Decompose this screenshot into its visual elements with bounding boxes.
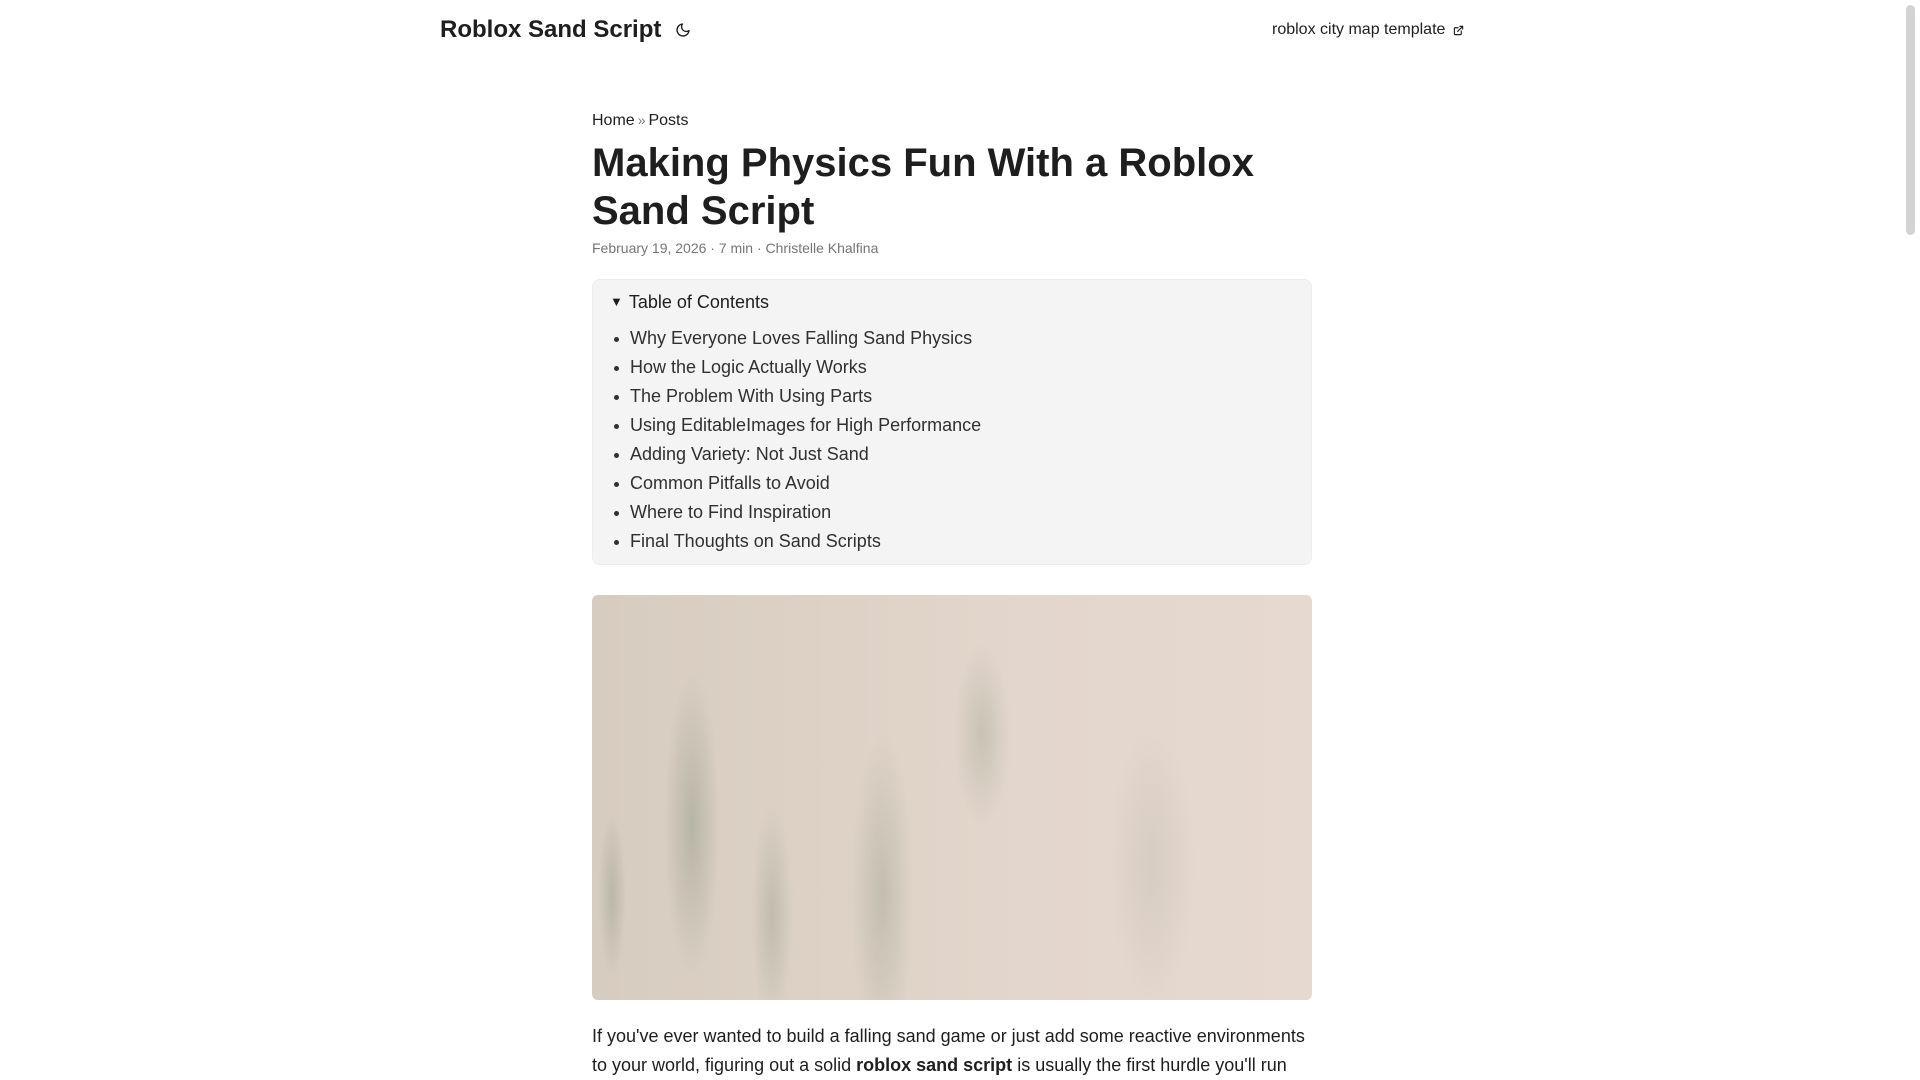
site-header [0,0,1920,60]
toc-link[interactable]: Using EditableImages for High Performance [630,415,982,435]
cover-image-sand [592,595,1312,1000]
toc-item [630,382,1291,411]
post-meta: February 19, 2026 · 7 min · Christelle Khalfina [592,240,879,256]
intro-text: is usually the first hurdle you'll run [1012,1055,1287,1075]
toc-item [630,324,1291,353]
toc-toggle[interactable] [610,290,1291,314]
post-content [592,1022,1312,1080]
breadcrumb-home[interactable]: Home [592,112,635,129]
toc-item [630,498,1291,527]
post-main [592,108,1312,1080]
post-title: Making Physics Fun With a Roblox Sand Script [592,141,1254,233]
triangle-down-icon: ▼ [610,294,623,309]
toc-item [630,353,1291,382]
nav-link-label: roblox city map template [1272,21,1446,38]
external-link-icon [1453,25,1464,36]
site-logo[interactable]: Roblox Sand Script [440,16,662,43]
breadcrumb-posts[interactable]: Posts [648,112,689,129]
toc-link[interactable]: Final Thoughts on Sand Scripts [630,531,881,551]
nav-link-roblox-city-map-template[interactable] [1272,19,1464,41]
breadcrumb [592,108,1312,133]
intro-paragraph [592,1022,1312,1080]
toc-link[interactable]: Where to Find Inspiration [630,502,832,522]
toc-link[interactable]: How the Logic Actually Works [630,357,867,377]
intro-bold-keyword: roblox sand script [856,1055,1013,1075]
toc-link[interactable]: Adding Variety: Not Just Sand [630,444,869,464]
page-scrollbar[interactable] [1904,0,1920,1080]
scrollbar-thumb[interactable] [1906,5,1915,235]
toc-title: Table of Contents [628,292,769,312]
toc-link[interactable]: Common Pitfalls to Avoid [630,473,830,493]
toc-link[interactable]: The Problem With Using Parts [630,386,873,406]
table-of-contents [592,279,1312,565]
toc-item [630,440,1291,469]
toc-link[interactable]: Why Everyone Loves Falling Sand Physics [630,328,973,348]
toc-item [630,527,1291,556]
theme-toggle-button[interactable] [673,20,693,40]
toc-list [610,324,1291,556]
breadcrumb-separator: » [637,112,646,128]
intro-text: If you've ever wanted to build a falling sand game or just add some reactive environments to your world, figuring out a solid [592,1026,1305,1075]
toc-item [630,469,1291,498]
toc-item [630,411,1291,440]
moon-icon [675,22,691,38]
